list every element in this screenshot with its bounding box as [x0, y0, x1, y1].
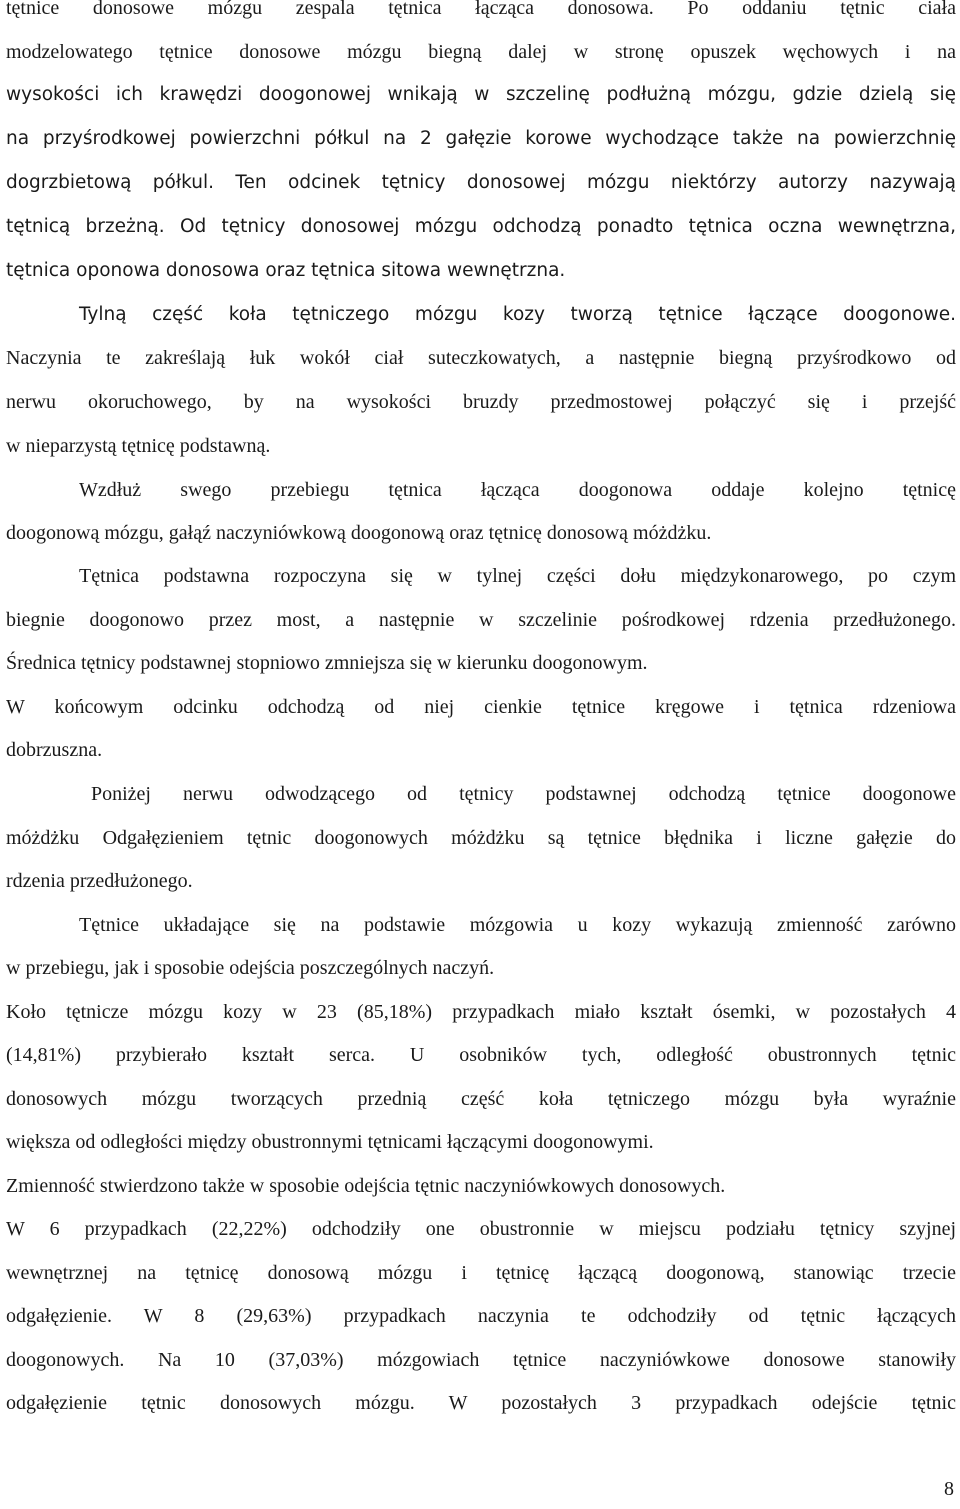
text-line: na przyśrodkowej powierzchni półkul na 2 gałęzie korowe wychodzące także na powierzchnię: [6, 128, 956, 149]
text-line: Tętnice układające się na podstawie mózgowia u kozy wykazują zmienność zarówno: [79, 914, 956, 936]
text-line: W końcowym odcinku odchodzą od niej cienkie tętnice kręgowe i tętnica rdzeniowa: [6, 696, 956, 718]
page-number: 8: [944, 1478, 954, 1500]
text-line: biegnie doogonowo przez most, a następnie w szczelinie pośrodkowej rdzenia przedłużonego.: [6, 609, 956, 631]
text-line: (14,81%) przybierało kształt serca. U osobników tych, odległość obustronnych tętnic: [6, 1044, 956, 1066]
text-line: tętnicą brzeżną. Od tętnicy donosowej mózgu odchodzą ponadto tętnica oczna wewnętrzna,: [6, 216, 956, 237]
text-line: donosowych mózgu tworzących przednią część koła tętniczego mózgu była wyraźnie: [6, 1088, 956, 1110]
text-line: rdzenia przedłużonego.: [6, 870, 193, 892]
text-line: tętnica oponowa donosowa oraz tętnica sitowa wewnętrzna.: [6, 260, 566, 281]
text-line: odgałęzienie tętnic donosowych mózgu. W pozostałych 3 przypadkach odejście tętnic: [6, 1392, 956, 1414]
text-line: Poniżej nerwu odwodzącego od tętnicy podstawnej odchodzą tętnice doogonowe: [91, 783, 956, 805]
text-line: wewnętrznej na tętnicę donosową mózgu i tętnicę łączącą doogonową, stanowiąc trzecie: [6, 1262, 956, 1284]
text-line: dogrzbietową półkul. Ten odcinek tętnicy donosowej mózgu niektórzy autorzy nazywają: [6, 172, 956, 193]
text-line: W 6 przypadkach (22,22%) odchodziły one obustronnie w miejscu podziału tętnicy szyjnej: [6, 1218, 956, 1240]
text-line: Średnica tętnicy podstawnej stopniowo zmniejsza się w kierunku doogonowym.: [6, 652, 648, 674]
text-line: nerwu okoruchowego, by na wysokości bruzdy przedmostowej połączyć się i przejść: [6, 391, 956, 413]
text-line: Naczynia te zakreślają łuk wokół ciał suteczkowatych, a następnie biegną przyśrodkowo od: [6, 347, 956, 369]
text-line: wysokości ich krawędzi doogonowej wnikają w szczelinę podłużną mózgu, gdzie dzielą się: [6, 84, 956, 105]
text-line: móżdżku Odgałęzieniem tętnic doogonowych móżdżku są tętnice błędnika i liczne gałęzie do: [6, 827, 956, 849]
text-line: w przebiegu, jak i sposobie odejścia poszczególnych naczyń.: [6, 957, 495, 979]
text-line: modzelowatego tętnice donosowe mózgu biegną dalej w stronę opuszek węchowych i na: [6, 41, 956, 63]
text-line: dobrzuszna.: [6, 739, 103, 761]
text-line: doogonowych. Na 10 (37,03%) mózgowiach tętnice naczyniówkowe donosowe stanowiły: [6, 1349, 956, 1371]
text-line: Zmienność stwierdzono także w sposobie odejścia tętnic naczyniówkowych donosowych.: [6, 1175, 726, 1197]
text-line: Tętnica podstawna rozpoczyna się w tylnej części dołu międzykonarowego, po czym: [79, 565, 956, 587]
text-line: Tylną część koła tętniczego mózgu kozy tworzą tętnice łączące doogonowe.: [79, 304, 956, 325]
text-line: w nieparzystą tętnicę podstawną.: [6, 435, 271, 457]
text-line: doogonową mózgu, gałąź naczyniówkową doogonową oraz tętnicę donosową móżdżku.: [6, 522, 712, 544]
text-line: tętnice donosowe mózgu zespala tętnica łącząca donosowa. Po oddaniu tętnic ciała: [6, 0, 956, 19]
text-line: Koło tętnicze mózgu kozy w 23 (85,18%) przypadkach miało kształt ósemki, w pozostałych 4: [6, 1001, 956, 1023]
text-line: większa od odległości między obustronnymi tętnicami łączącymi doogonowymi.: [6, 1131, 654, 1153]
text-line: Wzdłuż swego przebiegu tętnica łącząca doogonowa oddaje kolejno tętnicę: [79, 479, 956, 501]
text-line: odgałęzienie. W 8 (29,63%) przypadkach naczynia te odchodziły od tętnic łączących: [6, 1305, 956, 1327]
